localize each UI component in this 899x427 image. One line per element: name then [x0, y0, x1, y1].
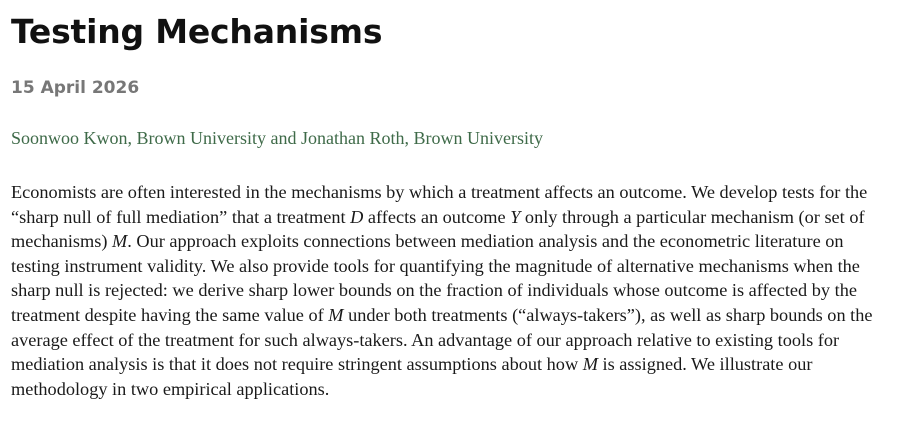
variable-m: M: [112, 231, 128, 252]
abstract-part-2: affects an outcome: [363, 206, 511, 227]
abstract-text: [11, 180, 889, 401]
abstract-part-1: Economists are often interested in the mechanisms by which a treatment affects an outcome. We develop tests for the “sharp null of full mediation” that a treatment: [11, 182, 868, 227]
author-list: Soonwoo Kwon, Brown University and Jonathan Roth, Brown University: [11, 128, 543, 148]
abstract-part-4: . Our approach exploits connections between mediation analysis and the econometric literature on testing instrument validity. We also provide tools for quantifying the magnitude of alternative mechanisms when the sharp null is rejected: we derive sharp lower bounds on the fraction of individuals whose outcome is affected by the treatment despite having the same value of: [11, 231, 860, 325]
abstract-part-5: under both treatments (“always-takers”), as well as sharp bounds on the average effect of the treatment for such always-takers. An advantage of our approach relative to existing tools for mediation analysis is that it does not require stringent assumptions about how: [11, 304, 873, 375]
page-title: Testing Mechanisms: [11, 12, 383, 51]
article: [11, 0, 889, 420]
variable-d: D: [350, 206, 364, 227]
abstract-part-3: only through a particular mechanism (or set of mechanisms): [11, 206, 865, 252]
variable-y: Y: [510, 206, 521, 227]
variable-m: M: [582, 354, 598, 375]
abstract-part-6: is assigned. We illustrate our methodology in two empirical applications.: [11, 354, 813, 399]
variable-m: M: [328, 304, 344, 325]
publication-date: 15 April 2026: [11, 78, 140, 98]
